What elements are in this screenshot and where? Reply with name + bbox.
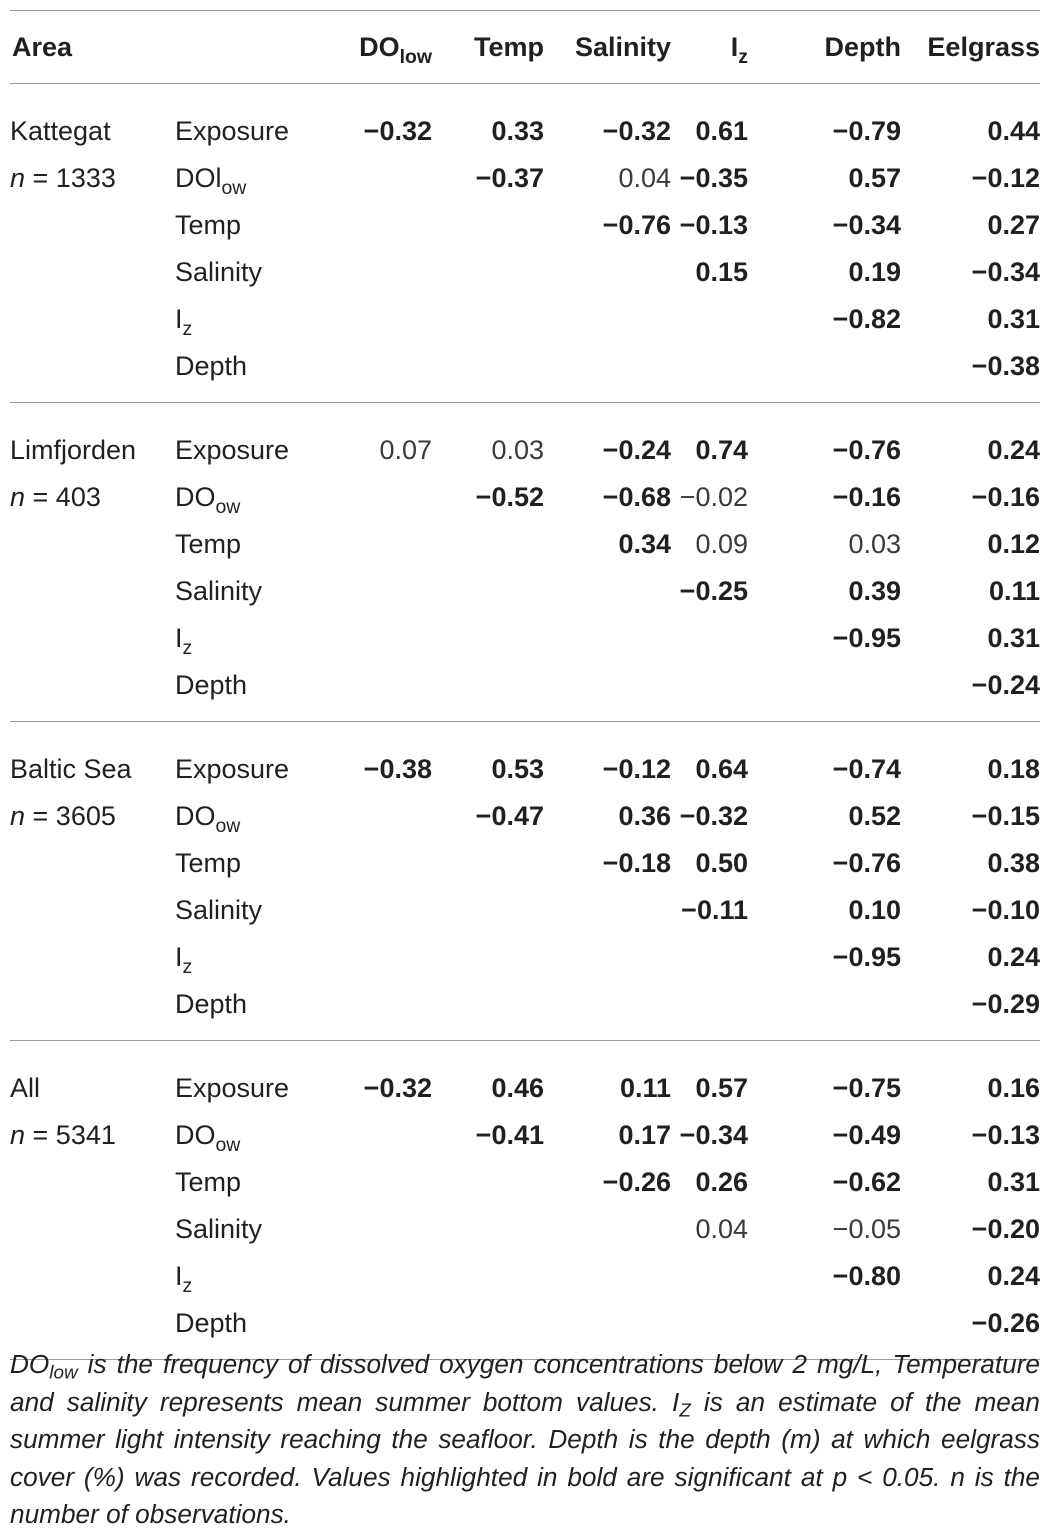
cell-salinity — [544, 887, 671, 934]
cell-iz: 0.57 — [695, 1073, 748, 1103]
cell-salinity: −0.26 — [602, 1167, 671, 1197]
row-label-depth: Depth — [175, 670, 248, 700]
row-label-iz — [175, 615, 320, 662]
cell-eelgrass: 0.31 — [987, 623, 1040, 653]
cell-salinity — [544, 343, 671, 403]
cell-depth: 0.19 — [848, 257, 901, 287]
cell-eelgrass: −0.20 — [971, 1214, 1040, 1244]
row-label-salinity: Salinity — [175, 576, 263, 606]
row-label-iz — [175, 934, 320, 981]
cell-eelgrass: −0.34 — [971, 257, 1040, 287]
cell-salinity: −0.68 — [602, 482, 671, 512]
cell-depth: −0.49 — [832, 1120, 901, 1150]
header-dolow-main: DO — [359, 31, 400, 62]
cell-temp — [432, 521, 544, 568]
cell-eelgrass: 0.11 — [988, 576, 1040, 606]
cell-depth: 0.39 — [848, 576, 901, 606]
cell-depth: −0.80 — [832, 1261, 901, 1291]
area-empty — [10, 934, 175, 981]
area-empty — [10, 662, 175, 722]
cell-depth: −0.34 — [832, 210, 901, 240]
cell-iz — [671, 1253, 788, 1300]
cell-eelgrass: −0.38 — [971, 351, 1040, 381]
cell-eelgrass: 0.24 — [987, 942, 1040, 972]
cell-temp — [432, 840, 544, 887]
cell-dolow — [320, 887, 432, 934]
cell-dolow: −0.38 — [363, 754, 432, 784]
row-label-iz-main: I — [175, 1261, 183, 1291]
table-row — [10, 84, 1040, 156]
row-label-temp: Temp — [175, 210, 242, 240]
n-value: = 403 — [25, 482, 101, 512]
cell-eelgrass: 0.24 — [987, 1261, 1040, 1291]
cell-iz: −0.35 — [679, 163, 748, 193]
cell-dolow — [320, 1159, 432, 1206]
cell-temp: 0.33 — [491, 116, 544, 146]
table-row — [10, 1159, 1040, 1206]
cell-depth: 0.10 — [848, 895, 901, 925]
cell-salinity — [544, 662, 671, 722]
cell-salinity — [544, 568, 671, 615]
area-name: Limfjorden — [10, 435, 137, 465]
cell-temp: −0.41 — [475, 1120, 544, 1150]
area-empty — [10, 1253, 175, 1300]
cell-temp — [432, 981, 544, 1041]
row-label-dolow — [175, 1112, 320, 1159]
row-label-dolow-sub: ow — [215, 495, 241, 518]
cell-depth: −0.62 — [832, 1167, 901, 1197]
row-label-salinity: Salinity — [175, 895, 263, 925]
cell-iz: −0.11 — [681, 895, 748, 925]
cell-temp: 0.53 — [491, 754, 544, 784]
row-label-exposure: Exposure — [175, 754, 290, 784]
cell-iz — [671, 662, 788, 722]
note-part-2: is an estimate of the mean summer light intensity reaching the seafloor. Depth is the depth (m) at which eelgrass cover (%) was recorded. Values highlighted in bold are significant at p < 0.05. n is the number of observations. — [10, 1386, 1040, 1530]
cell-eelgrass: −0.16 — [971, 482, 1040, 512]
header-variable — [175, 11, 320, 84]
n-value: = 1333 — [25, 163, 116, 193]
cell-dolow — [320, 568, 432, 615]
note-dolow-main: DO — [10, 1349, 50, 1380]
cell-dolow: 0.07 — [379, 435, 432, 465]
cell-dolow — [320, 934, 432, 981]
row-label-dolow — [175, 474, 320, 521]
cell-depth: −0.05 — [832, 1214, 901, 1244]
cell-eelgrass: −0.13 — [971, 1120, 1040, 1150]
row-label-depth: Depth — [175, 1308, 248, 1338]
table-row — [10, 1206, 1040, 1253]
area-empty — [10, 202, 175, 249]
table-group-all — [10, 1041, 1040, 1360]
cell-temp — [432, 343, 544, 403]
area-empty — [10, 343, 175, 403]
cell-depth: −0.16 — [832, 482, 901, 512]
row-label-dolow-sub: ow — [221, 176, 247, 199]
cell-eelgrass: 0.31 — [987, 1167, 1040, 1197]
table-row — [10, 155, 1040, 202]
n-symbol: n — [10, 163, 26, 193]
cell-iz: 0.15 — [695, 257, 748, 287]
cell-iz: 0.61 — [695, 116, 748, 146]
n-symbol: n — [10, 801, 26, 831]
cell-temp — [432, 202, 544, 249]
table-row — [10, 1112, 1040, 1159]
header-salinity: Salinity — [544, 11, 671, 84]
cell-eelgrass: 0.24 — [987, 435, 1040, 465]
cell-temp — [432, 296, 544, 343]
table-row — [10, 568, 1040, 615]
cell-dolow — [320, 249, 432, 296]
cell-salinity: −0.32 — [602, 116, 671, 146]
area-empty — [10, 521, 175, 568]
table-row — [10, 1253, 1040, 1300]
area-empty — [10, 249, 175, 296]
header-iz-main: I — [730, 31, 739, 62]
area-empty — [10, 887, 175, 934]
cell-iz: −0.34 — [679, 1120, 748, 1150]
table-row — [10, 934, 1040, 981]
cell-iz: −0.02 — [679, 482, 748, 512]
cell-salinity: −0.76 — [602, 210, 671, 240]
cell-dolow — [320, 615, 432, 662]
cell-eelgrass: 0.16 — [987, 1073, 1040, 1103]
cell-salinity — [544, 249, 671, 296]
row-label-iz-main: I — [175, 623, 183, 653]
cell-depth: 0.03 — [848, 529, 901, 559]
area-empty — [10, 1159, 175, 1206]
cell-depth: −0.95 — [832, 623, 901, 653]
header-dolow-sub: low — [399, 45, 432, 68]
table-group-kattegat — [10, 84, 1040, 403]
cell-temp — [432, 1253, 544, 1300]
row-label-dolow-main: DOl — [175, 163, 222, 193]
table-group-baltic-sea — [10, 722, 1040, 1041]
cell-dolow — [320, 793, 432, 840]
cell-eelgrass: 0.12 — [987, 529, 1040, 559]
table-row — [10, 887, 1040, 934]
cell-iz: 0.64 — [695, 754, 748, 784]
cell-temp — [432, 249, 544, 296]
cell-eelgrass: 0.27 — [987, 210, 1040, 240]
row-label-depth: Depth — [175, 351, 248, 381]
row-label-dolow — [175, 155, 320, 202]
cell-iz — [671, 934, 788, 981]
row-label-depth: Depth — [175, 989, 248, 1019]
cell-dolow — [320, 840, 432, 887]
cell-salinity: −0.18 — [602, 848, 671, 878]
row-label-dolow-sub: ow — [215, 1133, 241, 1156]
cell-dolow — [320, 981, 432, 1041]
cell-iz — [671, 296, 788, 343]
cell-temp — [432, 934, 544, 981]
header-eelgrass: Eelgrass — [905, 11, 1040, 84]
cell-dolow: −0.32 — [363, 116, 432, 146]
cell-iz — [671, 615, 788, 662]
n-value: = 3605 — [25, 801, 116, 831]
cell-dolow: −0.32 — [363, 1073, 432, 1103]
cell-depth: −0.75 — [832, 1073, 901, 1103]
table-row — [10, 793, 1040, 840]
cell-temp — [432, 1206, 544, 1253]
row-label-dolow-main: DO — [175, 1120, 216, 1150]
row-label-iz-main: I — [175, 942, 183, 972]
row-label-iz — [175, 296, 320, 343]
header-depth: Depth — [788, 11, 905, 84]
cell-iz — [671, 981, 788, 1041]
note-iz-sub: Z — [679, 1399, 691, 1421]
cell-depth: −0.74 — [832, 754, 901, 784]
area-sample-size — [10, 793, 175, 840]
row-label-exposure: Exposure — [175, 435, 290, 465]
table-row — [10, 981, 1040, 1041]
table-row — [10, 343, 1040, 403]
area-empty — [10, 981, 175, 1041]
row-label-temp: Temp — [175, 848, 242, 878]
row-label-salinity: Salinity — [175, 257, 263, 287]
cell-iz: 0.26 — [695, 1167, 748, 1197]
cell-salinity: 0.11 — [619, 1073, 671, 1103]
n-value: = 5341 — [25, 1120, 116, 1150]
area-sample-size — [10, 474, 175, 521]
cell-eelgrass: −0.15 — [971, 801, 1040, 831]
row-label-dolow-main: DO — [175, 801, 216, 831]
header-area: Area — [10, 11, 175, 84]
cell-iz — [671, 343, 788, 403]
note-dolow-sub: low — [49, 1361, 78, 1383]
cell-salinity: 0.04 — [618, 163, 671, 193]
cell-temp — [432, 1159, 544, 1206]
cell-salinity: −0.12 — [602, 754, 671, 784]
table-row — [10, 403, 1040, 475]
area-empty — [10, 568, 175, 615]
header-temp: Temp — [432, 11, 544, 84]
row-label-iz-sub: z — [182, 636, 193, 659]
row-label-dolow-main: DO — [175, 482, 216, 512]
cell-dolow — [320, 343, 432, 403]
cell-depth: −0.82 — [832, 304, 901, 334]
cell-depth: −0.76 — [832, 848, 901, 878]
row-label-salinity: Salinity — [175, 1214, 263, 1244]
cell-depth: 0.57 — [848, 163, 901, 193]
row-label-iz-main: I — [175, 304, 183, 334]
note-part-1: is the frequency of dissolved oxygen concentrations below 2 mg/L, Temperature and salinity represents mean summer bottom values. — [10, 1349, 1040, 1417]
cell-dolow — [320, 155, 432, 202]
cell-eelgrass: −0.26 — [971, 1308, 1040, 1338]
cell-iz: 0.74 — [695, 435, 748, 465]
n-symbol: n — [10, 1120, 26, 1150]
row-label-iz-sub: z — [182, 317, 193, 340]
table-footnote — [10, 1346, 1040, 1534]
row-label-exposure: Exposure — [175, 1073, 290, 1103]
cell-salinity: 0.17 — [618, 1120, 671, 1150]
area-sample-size — [10, 1112, 175, 1159]
cell-dolow — [320, 1253, 432, 1300]
row-label-temp: Temp — [175, 1167, 242, 1197]
header-row — [10, 11, 1040, 84]
cell-eelgrass: −0.10 — [971, 895, 1040, 925]
row-label-dolow-sub: ow — [215, 814, 241, 837]
cell-salinity — [544, 1253, 671, 1300]
cell-dolow — [320, 474, 432, 521]
cell-salinity: 0.34 — [618, 529, 671, 559]
cell-depth: −0.95 — [832, 942, 901, 972]
cell-temp: −0.47 — [475, 801, 544, 831]
cell-dolow — [320, 296, 432, 343]
cell-temp: −0.37 — [475, 163, 544, 193]
table-row — [10, 521, 1040, 568]
note-iz-main: I — [672, 1386, 680, 1417]
cell-iz: 0.04 — [695, 1214, 748, 1244]
cell-iz: −0.32 — [679, 801, 748, 831]
table-row — [10, 202, 1040, 249]
cell-depth — [788, 981, 905, 1041]
row-label-iz-sub: z — [182, 955, 193, 978]
cell-depth — [788, 343, 905, 403]
cell-depth: 0.52 — [848, 801, 901, 831]
area-empty — [10, 1206, 175, 1253]
row-label-exposure: Exposure — [175, 116, 290, 146]
cell-depth: −0.76 — [832, 435, 901, 465]
area-name: Baltic Sea — [10, 754, 132, 784]
cell-dolow — [320, 1112, 432, 1159]
table-row — [10, 840, 1040, 887]
area-empty — [10, 296, 175, 343]
row-label-iz — [175, 1253, 320, 1300]
area-empty — [10, 840, 175, 887]
cell-salinity — [544, 296, 671, 343]
table-row — [10, 662, 1040, 722]
cell-eelgrass: −0.24 — [971, 670, 1040, 700]
header-iz — [671, 11, 788, 84]
cell-salinity — [544, 981, 671, 1041]
cell-dolow — [320, 1206, 432, 1253]
table-row — [10, 722, 1040, 794]
header-iz-sub: z — [738, 45, 748, 68]
cell-temp — [432, 568, 544, 615]
row-label-temp: Temp — [175, 529, 242, 559]
cell-salinity — [544, 934, 671, 981]
cell-temp: 0.46 — [491, 1073, 544, 1103]
cell-iz: −0.13 — [679, 210, 748, 240]
cell-depth: −0.79 — [832, 116, 901, 146]
cell-dolow — [320, 521, 432, 568]
cell-iz: −0.25 — [679, 576, 748, 606]
cell-eelgrass: 0.44 — [987, 116, 1040, 146]
cell-salinity: 0.36 — [618, 801, 671, 831]
cell-temp — [432, 615, 544, 662]
table-row — [10, 296, 1040, 343]
area-empty — [10, 615, 175, 662]
cell-temp — [432, 662, 544, 722]
area-sample-size — [10, 155, 175, 202]
cell-temp — [432, 887, 544, 934]
row-label-iz-sub: z — [182, 1274, 193, 1297]
table-row — [10, 249, 1040, 296]
cell-salinity: −0.24 — [602, 435, 671, 465]
cell-dolow — [320, 202, 432, 249]
cell-depth — [788, 662, 905, 722]
table-row — [10, 1041, 1040, 1113]
area-name: Kattegat — [10, 116, 111, 146]
cell-eelgrass: 0.38 — [987, 848, 1040, 878]
n-symbol: n — [10, 482, 26, 512]
cell-eelgrass: 0.18 — [987, 754, 1040, 784]
cell-salinity — [544, 1206, 671, 1253]
table-row — [10, 474, 1040, 521]
cell-eelgrass: 0.31 — [987, 304, 1040, 334]
table-row — [10, 615, 1040, 662]
cell-iz: 0.50 — [695, 848, 748, 878]
header-dolow — [320, 11, 432, 84]
cell-iz: 0.09 — [695, 529, 748, 559]
cell-temp: 0.03 — [491, 435, 544, 465]
cell-eelgrass: −0.29 — [971, 989, 1040, 1019]
cell-eelgrass: −0.12 — [971, 163, 1040, 193]
cell-salinity — [544, 615, 671, 662]
correlation-table — [10, 10, 1040, 1360]
row-label-dolow — [175, 793, 320, 840]
cell-dolow — [320, 662, 432, 722]
cell-temp: −0.52 — [475, 482, 544, 512]
area-name: All — [10, 1073, 41, 1103]
table-group-limfjorden — [10, 403, 1040, 722]
